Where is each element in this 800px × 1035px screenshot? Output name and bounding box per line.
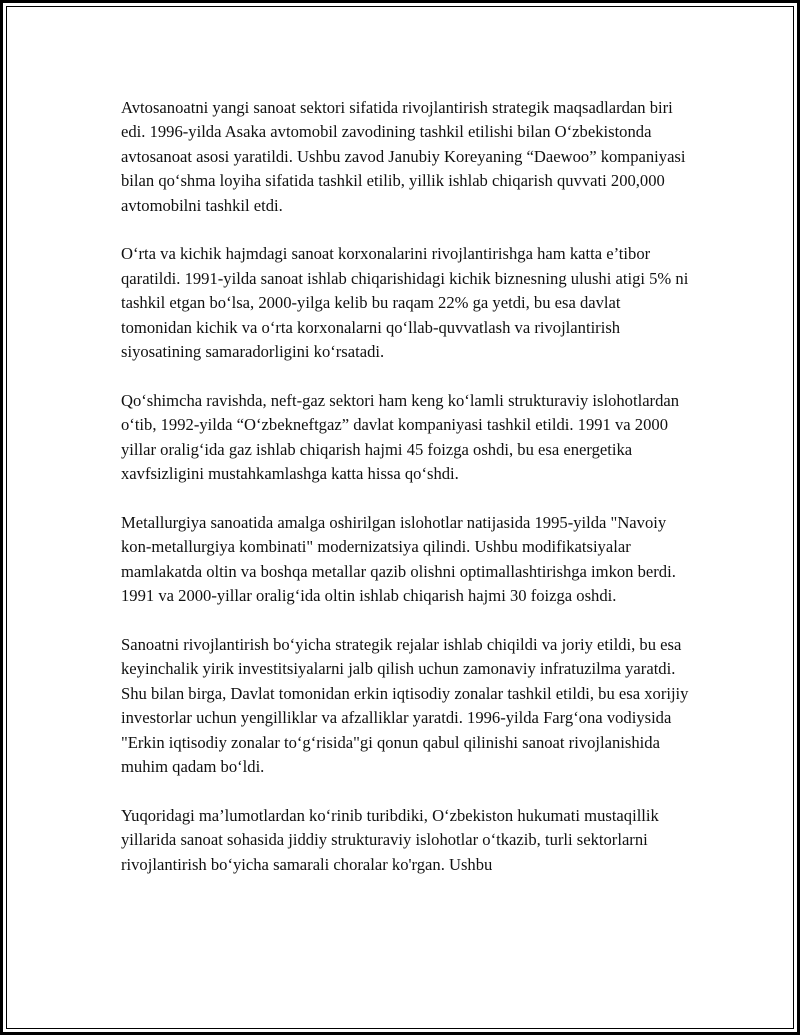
paragraph-free-economic-zones: Sanoatni rivojlantirish bo‘yicha strategik rejalar ishlab chiqildi va joriy etildi, bu esa keyinchalik yirik investitsiyalarni jalb qilish uchun zamonaviy infratuzilma yaratdi. Shu bilan birga, Davlat tomonidan erkin iqtisodiy zonalar tashkil etildi, bu esa xorijiy investorlar uchun yengilliklar va afzalliklar yaratdi. 1996-yilda Farg‘ona vodiysida "Erkin iqtisodiy zonalar to‘g‘risida"gi qonun qabul qilinishi sanoat rivojlanishida muhim qadam bo‘ldi.: [121, 634, 689, 776]
paragraph-conclusion: Yuqoridagi ma’lumotlardan ko‘rinib turibdiki, O‘zbekiston hukumati mustaqillik yillarida sanoat sohasida jiddiy strukturaviy islohotlar o‘tkazib, turli sektorlarni rivojlantirish bo‘yicha samarali choralar ko'rgan. Ushbu: [121, 805, 659, 874]
paragraph-small-business: O‘rta va kichik hajmdagi sanoat korxonalarini rivojlantirishga ham katta e’tibor qaratildi. 1991-yilda sanoat ishlab chiqarishidagi kichik biznesning ulushi atigi 5% ni tashkil etgan bo‘lsa, 2000-yilga kelib bu raqam 22% ga yetdi, bu esa davlat tomonidan kichik va o‘rta korxonalarni qo‘llab-quvvatlash va rivojlantirish siyosatining samaradorligini ko‘rsatadi.: [121, 244, 689, 362]
paragraph-automotive: Avtosanoatni yangi sanoat sektori sifatida rivojlantirish strategik maqsadlardan biri edi. 1996-yilda Asaka avtomobil zavodining tashkil etilishi bilan O‘zbekistonda avtosanoat asosi yaratildi. Ushbu zavod Janubiy Koreyaning “Daewoo” kompaniyasi bilan qo‘shma loyiha sifatida tashkil etilib, yillik ishlab chiqarish quvvati 200,000 avtomobilni tashkil etdi.: [121, 98, 686, 215]
paragraph-oil-gas: Qo‘shimcha ravishda, neft-gaz sektori ham keng ko‘lamli strukturaviy islohotlardan o‘tib, 1992-yilda “O‘zbekneftgaz” davlat kompaniyasi tashkil etildi. 1991 va 2000 yillar oralig‘ida gaz ishlab chiqarish hajmi 45 foizga oshdi, bu esa energetika xavfsizligini mustahkamlashga katta hissa qo‘shdi.: [121, 390, 680, 484]
document-body: [121, 96, 691, 901]
paragraph-metallurgy: Metallurgiya sanoatida amalga oshirilgan islohotlar natijasida 1995-yilda "Navoiy kon-metallurgiya kombinati" modernizatsiya qilindi. Ushbu modifikatsiyalar mamlakatda oltin va boshqa metallar qazib olishni optimallashtirishga imkon berdi. 1991 va 2000-yillar oralig‘ida oltin ishlab chiqarish hajmi 30 foizga oshdi.: [121, 512, 676, 606]
